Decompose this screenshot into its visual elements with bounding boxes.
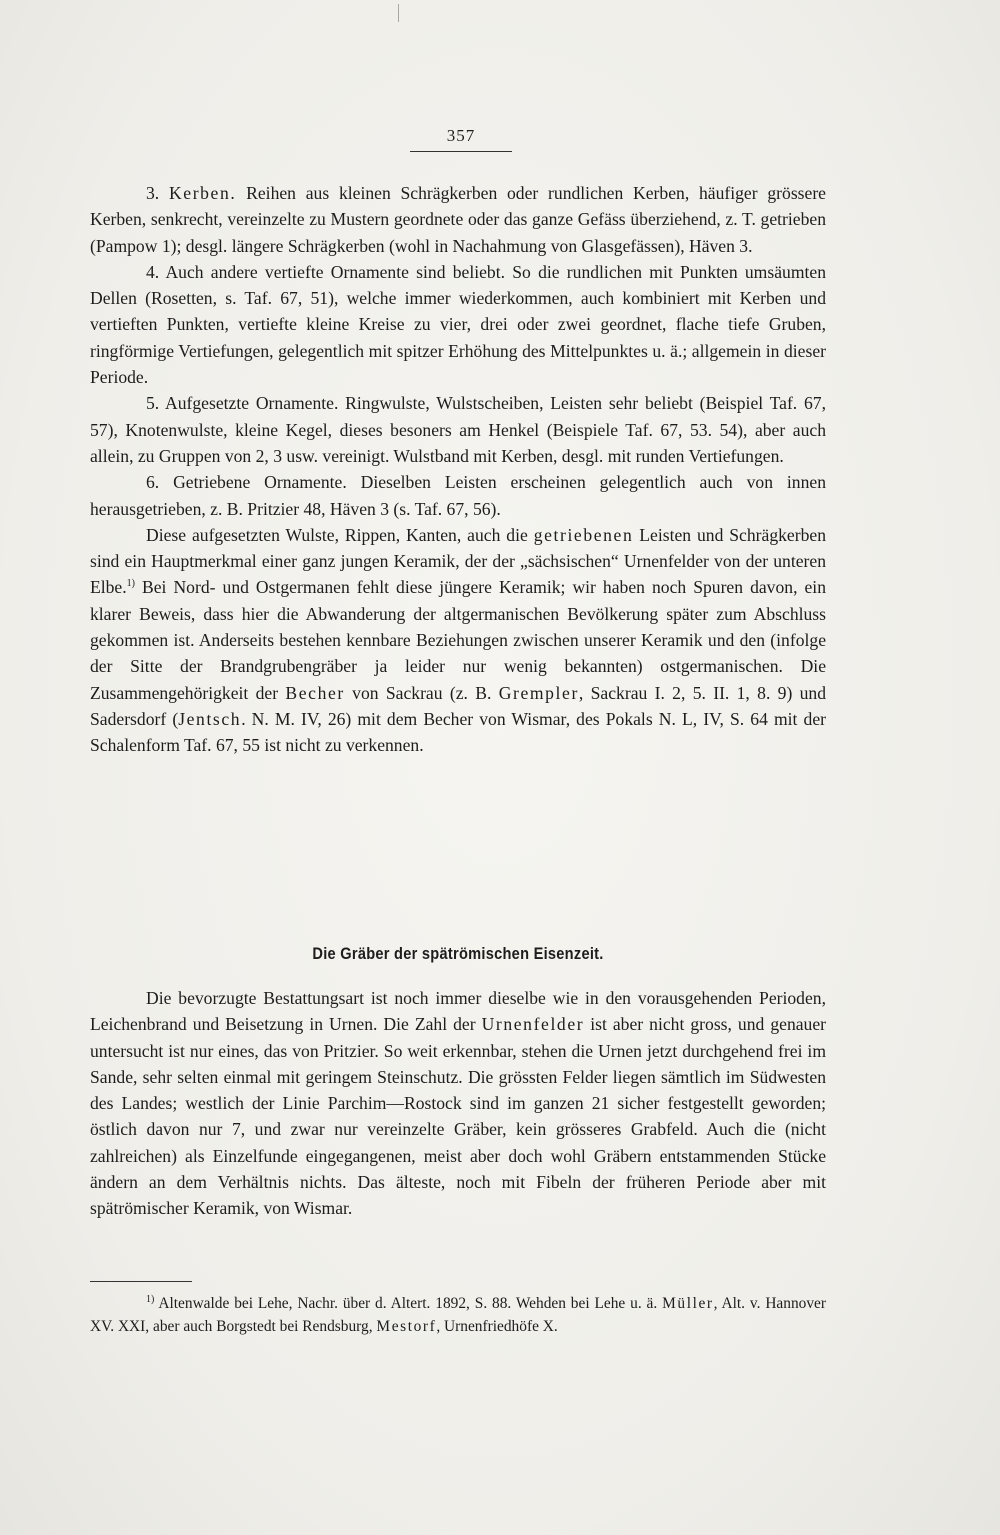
- paragraph-summary: Diese aufgesetzten Wulste, Rippen, Kanten, auch die getriebenen Leisten und Schrägkerben sind ein Hauptmerkmal einer ganz jungen Keramik, der der „sächsischen“ Urnenfelder von der unteren Elbe.$^{1)}$ Bei Nord- und Ostgermanen fehlt diese jüngere Keramik; wir haben noch Spuren davon, ein klarer Beweis, dass hier die Abwanderung der altgermanischen Bevölkerung später zum Abschluss gekommen ist. Anderseits bestehen kennbare Beziehungen zwischen unserer Keramik und den (infolge der Sitte der Brandgrubengräber ja leider nur wenig bekannten) ostgermanischen. Die Zusammengehörigkeit der Becher von Sackrau (z. B. Grempler, Sackrau I. 2, 5. II. 1, 8. 9) und Sadersdorf (Jentsch. N. M. IV, 26) mit dem Becher von Wismar, des Pokals N. L, IV, S. 64 mit der Schalenform Taf. 67, 55 ist nicht zu verkennen.: [90, 524, 827, 756]
- spaced-term: Becher: [285, 682, 345, 703]
- spaced-name: Müller: [662, 1295, 714, 1312]
- footnote-reference[interactable]: 1): [126, 578, 135, 590]
- spaced-term: Urnenfelder: [481, 1014, 585, 1035]
- item-term: Kerben.: [168, 183, 237, 203]
- spaced-name: Jentsch: [178, 708, 242, 729]
- spaced-name: Grempler: [498, 682, 579, 703]
- item-text: Reihen aus kleinen Schrägkerben oder rundlichen Kerben, häufiger grössere Kerben, senkrecht, vereinzelte zu Mustern geordnete oder das ganze Gefäss überziehend, z. T. getrieben (Pampow 1); desgl. längere Schrägkerben (wohl in Nachahmung von Glasgefässen), Häven 3.: [90, 183, 826, 256]
- section-heading: Die Gräber der spätrömischen Eisenzeit.: [312, 944, 604, 963]
- footnote-rule: [90, 1281, 192, 1282]
- page-number-rule: [410, 151, 512, 152]
- item-number: 3.: [146, 183, 160, 203]
- main-text: [90, 180, 826, 759]
- footnote: [90, 1293, 826, 1339]
- paragraph-graves: Die bevorzugte Bestattungsart ist noch immer dieselbe wie in den vorausgehenden Perioden, Leichenbrand und Beisetzung in Urnen. Die Zahl der Urnenfelder ist aber nicht gross, und genauer untersucht ist nur eines, das von Pritzier. So weit erkennbar, stehen die Urnen jetzt durchgehend frei im Sande, sehr selten einmal mit geringem Steinschutz. Die grössten Felder liegen sämtlich im Südwesten des Landes; westlich der Linie Parchim—Rostock sind im ganzen 21 sicher festgestellt geworden; östlich davon nur 7, und zwar nur vereinzelte Gräber, kein grösseres Grabfeld. Auch die (nicht zahlreichen) als Einzelfunde eingegangenen, meist aber doch wohl Gräbern entstammenden Stücke ändern an dem Verhältnis nichts. Das älteste, noch mit Fibeln der früheren Periode aber mit spätrömischer Keramik, von Wismar.: [90, 988, 827, 1219]
- spaced-term: getriebenen: [533, 524, 634, 545]
- page-number: 357: [446, 126, 476, 145]
- spaced-name: Mestorf: [376, 1317, 437, 1335]
- section-text: [90, 985, 826, 1222]
- paragraph-vertiefte: 4. Auch andere vertiefte Ornamente sind beliebt. So die rundlichen mit Punkten umsäumten Dellen (Rosetten, s. Taf. 67, 51), welche immer wiederkommen, auch kombiniert mit Kerben und vertieften Punkten, vertiefte kleine Kreise zu vier, drei oder zwei geordnet, flache tiefe Gruben, ringförmige Vertiefungen, gelegentlich mit spitzer Erhöhung des Mittelpunktes u. ä.; allgemein in dieser Periode.: [90, 261, 826, 388]
- paragraph-getriebene: 6. Getriebene Ornamente. Dieselben Leisten erscheinen gelegentlich auch von innen herausgetrieben, z. B. Pritzier 48, Häven 3 (s. Taf. 67, 56).: [90, 472, 826, 519]
- footnote-text: $^{1)}$ Altenwalde bei Lehe, Nachr. über d. Altert. 1892, S. 88. Wehden bei Lehe u. ä. Müller, Alt. v. Hannover XV. XXI, aber auch Borgstedt bei Rendsburg, Mestorf, Urnenfriedhöfe X.: [90, 1293, 826, 1335]
- paragraph-kerben: [90, 180, 826, 259]
- paragraph-aufgesetzte: 5. Aufgesetzte Ornamente. Ringwulste, Wulstscheiben, Leisten sehr beliebt (Beispiel Taf. 67, 57), Knotenwulste, kleine Kegel, dieses besoners am Henkel (Beispiele Taf. 67, 53. 54), aber auch allein, zu Gruppen von 2, 3 usw. vereinigt. Wulstband mit Kerben, desgl. mit runden Vertiefungen.: [90, 393, 826, 466]
- footnote-marker: 1): [146, 1293, 155, 1305]
- scan-mark: [398, 4, 399, 22]
